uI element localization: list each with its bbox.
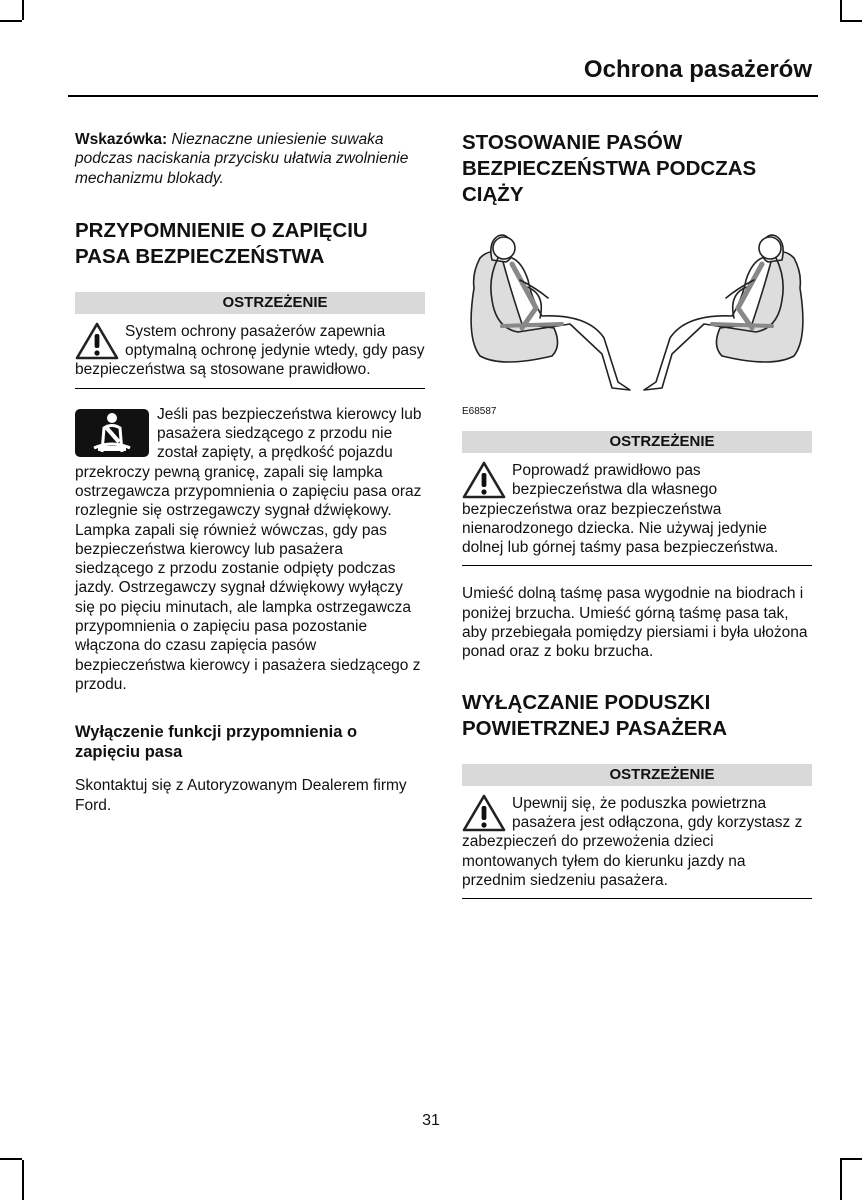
warning-box-pregnancy xyxy=(462,431,812,566)
warning-title: OSTRZEŻENIE xyxy=(462,764,812,786)
page-number: 31 xyxy=(422,1112,440,1129)
tip-text: Nieznaczne uniesienie suwaka podczas naciskania przycisku ułatwia zwolnienie mechanizmu blokady. xyxy=(75,131,409,187)
crop-mark-top-right-v xyxy=(840,0,842,20)
warning-box-seatbelt-reminder xyxy=(75,292,425,389)
warning-triangle-icon xyxy=(462,794,506,832)
warning-triangle-icon xyxy=(75,322,119,360)
figure-code: E68587 xyxy=(462,406,497,417)
warning-triangle-icon xyxy=(462,461,506,499)
section-heading-seatbelt-reminder: PRZYPOMNIENIE O ZAPIĘCIU PASA BEZPIECZEŃSTWA xyxy=(75,218,368,268)
disable-reminder-text: Skontaktuj się z Autoryzowanym Dealerem firmy Ford. xyxy=(75,777,407,814)
tip-label: Wskazówka: xyxy=(75,131,168,148)
warning-body xyxy=(462,794,812,899)
crop-mark-top-left-v xyxy=(22,0,24,20)
crop-mark-bottom-right-h xyxy=(840,1158,862,1160)
warning-body xyxy=(75,322,425,389)
warning-text: Upewnij się, że poduszka powietrzna pasażera jest odłączona, gdy korzystasz z zabezpieczeń do przewożenia dzieci montowanych tyłem do kierunku jazdy na przednim siedzeniu pasażera. xyxy=(462,794,803,889)
pregnancy-seatbelt-figure xyxy=(462,228,812,398)
warning-text: Poprowadź prawidłowo pas bezpieczeństwa dla własnego bezpieczeństwa oraz bezpieczeństwa nienarodzonego dziecka. Nie używaj jedynie dolnej lub górnej taśmy pasa bezpieczeństwa. xyxy=(462,462,779,557)
warning-body xyxy=(462,461,812,566)
pregnancy-belt-instructions: Umieść dolną taśmę pasa wygodnie na biodrach i poniżej brzucha. Umieść górną taśmę pasa tak, aby przebiegała pomiędzy piersiami i była ułożona ponad oraz z boku brzucha. xyxy=(462,585,808,661)
crop-mark-bottom-right-v xyxy=(840,1160,842,1200)
seatbelt-reminder-text: Jeśli pas bezpieczeństwa kierowcy lub pasażera siedzącego z przodu nie został zapięty, a prędkość pojazdu przekroczy pewną granicę, zapali się lampka ostrzegawcza przypomnienia o zapięciu pasa oraz rozlegnie się ostrzegawczy sygnał dźwiękowy. Lampka zapali się również wówczas, gdy pas bezpieczeństwa kierowcy lub pasażera siedzącego z przodu zostanie odpięty podczas jazdy. Ostrzegawczy sygnał dźwiękowy wyłączy się po pięciu minutach, ale lampka ostrzegawcza przypomnienia o zapięciu pasa pozostanie włączona do czasu zapięcia pasów bezpieczeństwa kierowcy i pasażera siedzącego z przodu. xyxy=(75,405,422,693)
crop-mark-top-left-h xyxy=(0,20,22,22)
seatbelt-reminder-description xyxy=(75,405,425,694)
right-column xyxy=(462,130,812,899)
subheading-disable-reminder: Wyłączenie funkcji przypomnienia o zapięciu pasa xyxy=(75,723,358,762)
pregnant-seated-women-illustration xyxy=(462,228,812,398)
page-title: Ochrona pasażerów xyxy=(583,56,812,83)
crop-mark-top-right-h xyxy=(840,20,862,22)
warning-text: System ochrony pasażerów zapewnia optymalną ochronę jedynie wtedy, gdy pasy bezpieczeństwa są stosowane prawidłowo. xyxy=(75,322,425,379)
crop-mark-bottom-left-h xyxy=(0,1158,22,1160)
section-heading-airbag-deactivation: WYŁĄCZANIE PODUSZKI POWIETRZNEJ PASAŻERA xyxy=(462,690,727,740)
header-rule xyxy=(68,95,818,97)
warning-title: OSTRZEŻENIE xyxy=(75,292,425,314)
warning-title: OSTRZEŻENIE xyxy=(462,431,812,453)
warning-box-airbag xyxy=(462,764,812,899)
left-column xyxy=(75,130,425,815)
section-heading-pregnancy: STOSOWANIE PASÓW BEZPIECZEŃSTWA PODCZAS CIĄŻY xyxy=(462,131,757,206)
crop-mark-bottom-left-v xyxy=(22,1160,24,1200)
seatbelt-reminder-icon xyxy=(75,409,149,457)
tip-note xyxy=(75,130,425,188)
